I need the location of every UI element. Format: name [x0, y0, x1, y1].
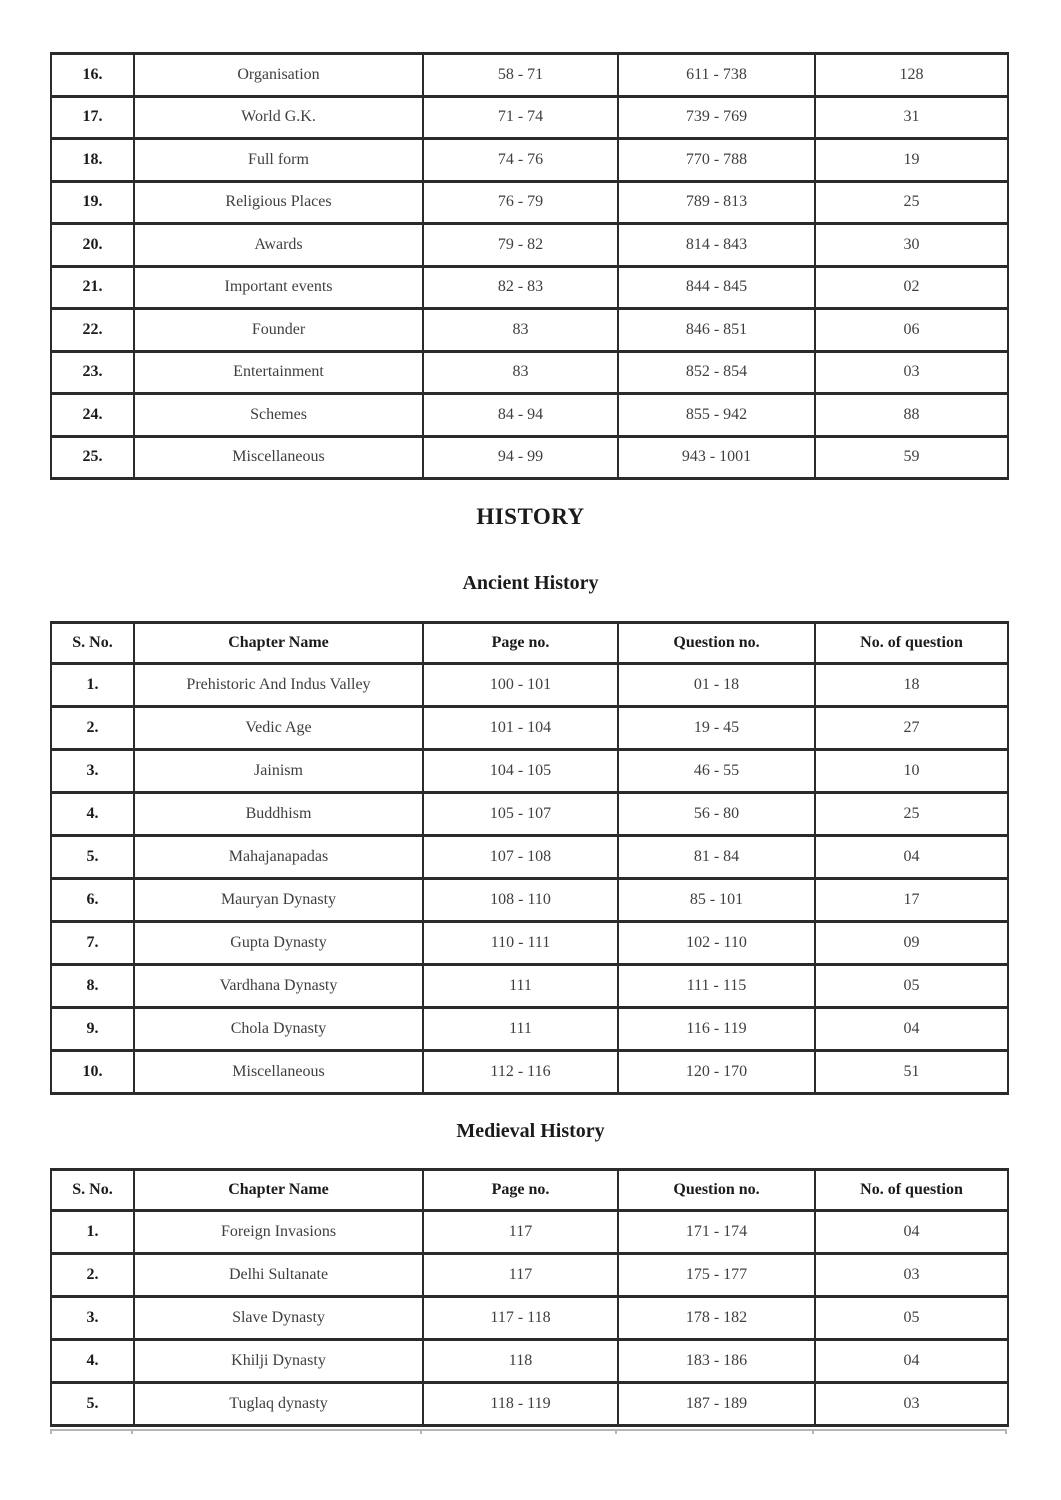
page-no-cell: 104 - 105 [423, 750, 618, 793]
question-count-cell: 03 [815, 1383, 1008, 1426]
chapter-name-cell: Schemes [134, 394, 423, 437]
table-row [51, 1383, 1008, 1426]
serial-number-cell: 22. [51, 309, 134, 352]
question-no-cell: 852 - 854 [618, 351, 815, 394]
table-row [51, 793, 1008, 836]
question-count-cell: 04 [815, 1211, 1008, 1254]
question-no-cell: 56 - 80 [618, 793, 815, 836]
serial-number-cell: 3. [51, 1297, 134, 1340]
serial-number-cell: 21. [51, 266, 134, 309]
serial-number-cell: 2. [51, 707, 134, 750]
table-row [51, 879, 1008, 922]
page-no-cell: 112 - 116 [423, 1051, 618, 1094]
question-count-cell: 19 [815, 139, 1008, 182]
chapter-name-cell: Religious Places [134, 181, 423, 224]
page-no-cell: 71 - 74 [423, 96, 618, 139]
chapter-name-cell: Jainism [134, 750, 423, 793]
serial-number-cell: 16. [51, 54, 134, 97]
question-count-cell: 05 [815, 1297, 1008, 1340]
page-no-cell: 108 - 110 [423, 879, 618, 922]
question-count-cell: 17 [815, 879, 1008, 922]
page-no-cell: 76 - 79 [423, 181, 618, 224]
header-question-no: Question no. [618, 1170, 815, 1211]
chapter-name-cell: Entertainment [134, 351, 423, 394]
table-row [51, 181, 1008, 224]
table-row [51, 351, 1008, 394]
table-row [51, 1211, 1008, 1254]
question-no-cell: 855 - 942 [618, 394, 815, 437]
serial-number-cell: 8. [51, 965, 134, 1008]
chapter-name-cell: Miscellaneous [134, 436, 423, 479]
chapter-name-cell: World G.K. [134, 96, 423, 139]
subsection-heading-medieval-history: Medieval History [456, 1120, 605, 1142]
chapter-name-cell: Slave Dynasty [134, 1297, 423, 1340]
table-row [51, 1340, 1008, 1383]
chapter-name-cell: Organisation [134, 54, 423, 97]
question-no-cell: 120 - 170 [618, 1051, 815, 1094]
serial-number-cell: 7. [51, 922, 134, 965]
table-row [51, 750, 1008, 793]
page-no-cell: 105 - 107 [423, 793, 618, 836]
chapter-name-cell: Full form [134, 139, 423, 182]
question-count-cell: 25 [815, 793, 1008, 836]
chapter-name-cell: Vardhana Dynasty [134, 965, 423, 1008]
chapter-name-cell: Chola Dynasty [134, 1008, 423, 1051]
page-no-cell: 74 - 76 [423, 139, 618, 182]
header-question-no: Question no. [618, 623, 815, 664]
chapter-name-cell: Important events [134, 266, 423, 309]
question-count-cell: 09 [815, 922, 1008, 965]
page-no-cell: 107 - 108 [423, 836, 618, 879]
question-count-cell: 03 [815, 1254, 1008, 1297]
question-count-cell: 27 [815, 707, 1008, 750]
page-no-cell: 110 - 111 [423, 922, 618, 965]
serial-number-cell: 5. [51, 836, 134, 879]
next-table-cutoff-edge [50, 1429, 1007, 1433]
serial-number-cell: 18. [51, 139, 134, 182]
question-count-cell: 59 [815, 436, 1008, 479]
table-row [51, 664, 1008, 707]
question-count-cell: 03 [815, 351, 1008, 394]
table-row [51, 836, 1008, 879]
section-title-history: HISTORY [476, 504, 585, 529]
question-no-cell: 739 - 769 [618, 96, 815, 139]
question-count-cell: 04 [815, 836, 1008, 879]
question-no-cell: 116 - 119 [618, 1008, 815, 1051]
page-no-cell: 117 [423, 1254, 618, 1297]
chapter-name-cell: Vedic Age [134, 707, 423, 750]
chapter-name-cell: Prehistoric And Indus Valley [134, 664, 423, 707]
table-row [51, 54, 1008, 97]
question-no-cell: 846 - 851 [618, 309, 815, 352]
question-no-cell: 19 - 45 [618, 707, 815, 750]
page-no-cell: 94 - 99 [423, 436, 618, 479]
gk-contents-table [50, 52, 1009, 480]
page-no-cell: 79 - 82 [423, 224, 618, 267]
serial-number-cell: 24. [51, 394, 134, 437]
chapter-name-cell: Tuglaq dynasty [134, 1383, 423, 1426]
header-serial-no: S. No. [51, 623, 134, 664]
page-no-cell: 100 - 101 [423, 664, 618, 707]
question-count-cell: 02 [815, 266, 1008, 309]
question-no-cell: 943 - 1001 [618, 436, 815, 479]
question-no-cell: 178 - 182 [618, 1297, 815, 1340]
chapter-name-cell: Mauryan Dynasty [134, 879, 423, 922]
page-no-cell: 58 - 71 [423, 54, 618, 97]
chapter-name-cell: Awards [134, 224, 423, 267]
question-count-cell: 25 [815, 181, 1008, 224]
table-row [51, 224, 1008, 267]
chapter-name-cell: Delhi Sultanate [134, 1254, 423, 1297]
table-header-row [51, 623, 1008, 664]
question-no-cell: 46 - 55 [618, 750, 815, 793]
chapter-name-cell: Mahajanapadas [134, 836, 423, 879]
header-page-no: Page no. [423, 623, 618, 664]
question-count-cell: 128 [815, 54, 1008, 97]
page-no-cell: 117 - 118 [423, 1297, 618, 1340]
question-count-cell: 04 [815, 1340, 1008, 1383]
page-no-cell: 117 [423, 1211, 618, 1254]
question-no-cell: 175 - 177 [618, 1254, 815, 1297]
question-count-cell: 30 [815, 224, 1008, 267]
page-no-cell: 83 [423, 309, 618, 352]
question-count-cell: 88 [815, 394, 1008, 437]
page-no-cell: 118 [423, 1340, 618, 1383]
table-header-row [51, 1170, 1008, 1211]
document-page [0, 52, 1061, 1500]
question-no-cell: 01 - 18 [618, 664, 815, 707]
question-no-cell: 611 - 738 [618, 54, 815, 97]
serial-number-cell: 9. [51, 1008, 134, 1051]
chapter-name-cell: Buddhism [134, 793, 423, 836]
page-no-cell: 101 - 104 [423, 707, 618, 750]
page-no-cell: 82 - 83 [423, 266, 618, 309]
table-row [51, 1008, 1008, 1051]
table-row [51, 965, 1008, 1008]
page-no-cell: 111 [423, 1008, 618, 1051]
serial-number-cell: 17. [51, 96, 134, 139]
header-chapter-name: Chapter Name [134, 623, 423, 664]
ancient-history-table [50, 621, 1009, 1095]
question-no-cell: 81 - 84 [618, 836, 815, 879]
question-no-cell: 789 - 813 [618, 181, 815, 224]
chapter-name-cell: Khilji Dynasty [134, 1340, 423, 1383]
header-no-of-question: No. of question [815, 623, 1008, 664]
question-count-cell: 04 [815, 1008, 1008, 1051]
question-no-cell: 111 - 115 [618, 965, 815, 1008]
table-row [51, 266, 1008, 309]
chapter-name-cell: Foreign Invasions [134, 1211, 423, 1254]
question-count-cell: 18 [815, 664, 1008, 707]
serial-number-cell: 1. [51, 1211, 134, 1254]
question-no-cell: 85 - 101 [618, 879, 815, 922]
header-chapter-name: Chapter Name [134, 1170, 423, 1211]
table-row [51, 1254, 1008, 1297]
page-no-cell: 84 - 94 [423, 394, 618, 437]
page-no-cell: 111 [423, 965, 618, 1008]
question-no-cell: 814 - 843 [618, 224, 815, 267]
page-no-cell: 118 - 119 [423, 1383, 618, 1426]
subsection-heading-ancient-history: Ancient History [462, 572, 599, 594]
table-row [51, 309, 1008, 352]
serial-number-cell: 20. [51, 224, 134, 267]
question-no-cell: 171 - 174 [618, 1211, 815, 1254]
question-count-cell: 31 [815, 96, 1008, 139]
chapter-name-cell: Founder [134, 309, 423, 352]
serial-number-cell: 4. [51, 1340, 134, 1383]
page-no-cell: 83 [423, 351, 618, 394]
question-no-cell: 187 - 189 [618, 1383, 815, 1426]
serial-number-cell: 1. [51, 664, 134, 707]
table-row [51, 436, 1008, 479]
question-count-cell: 05 [815, 965, 1008, 1008]
serial-number-cell: 5. [51, 1383, 134, 1426]
table-row [51, 96, 1008, 139]
serial-number-cell: 2. [51, 1254, 134, 1297]
question-no-cell: 183 - 186 [618, 1340, 815, 1383]
serial-number-cell: 3. [51, 750, 134, 793]
question-no-cell: 770 - 788 [618, 139, 815, 182]
table-row [51, 139, 1008, 182]
serial-number-cell: 4. [51, 793, 134, 836]
table-row [51, 922, 1008, 965]
chapter-name-cell: Gupta Dynasty [134, 922, 423, 965]
serial-number-cell: 6. [51, 879, 134, 922]
serial-number-cell: 10. [51, 1051, 134, 1094]
table-row [51, 394, 1008, 437]
question-no-cell: 102 - 110 [618, 922, 815, 965]
header-page-no: Page no. [423, 1170, 618, 1211]
serial-number-cell: 23. [51, 351, 134, 394]
medieval-history-table [50, 1168, 1009, 1427]
chapter-name-cell: Miscellaneous [134, 1051, 423, 1094]
table-row [51, 1297, 1008, 1340]
table-row [51, 707, 1008, 750]
question-count-cell: 10 [815, 750, 1008, 793]
header-serial-no: S. No. [51, 1170, 134, 1211]
question-no-cell: 844 - 845 [618, 266, 815, 309]
question-count-cell: 51 [815, 1051, 1008, 1094]
serial-number-cell: 25. [51, 436, 134, 479]
serial-number-cell: 19. [51, 181, 134, 224]
question-count-cell: 06 [815, 309, 1008, 352]
header-no-of-question: No. of question [815, 1170, 1008, 1211]
table-row [51, 1051, 1008, 1094]
